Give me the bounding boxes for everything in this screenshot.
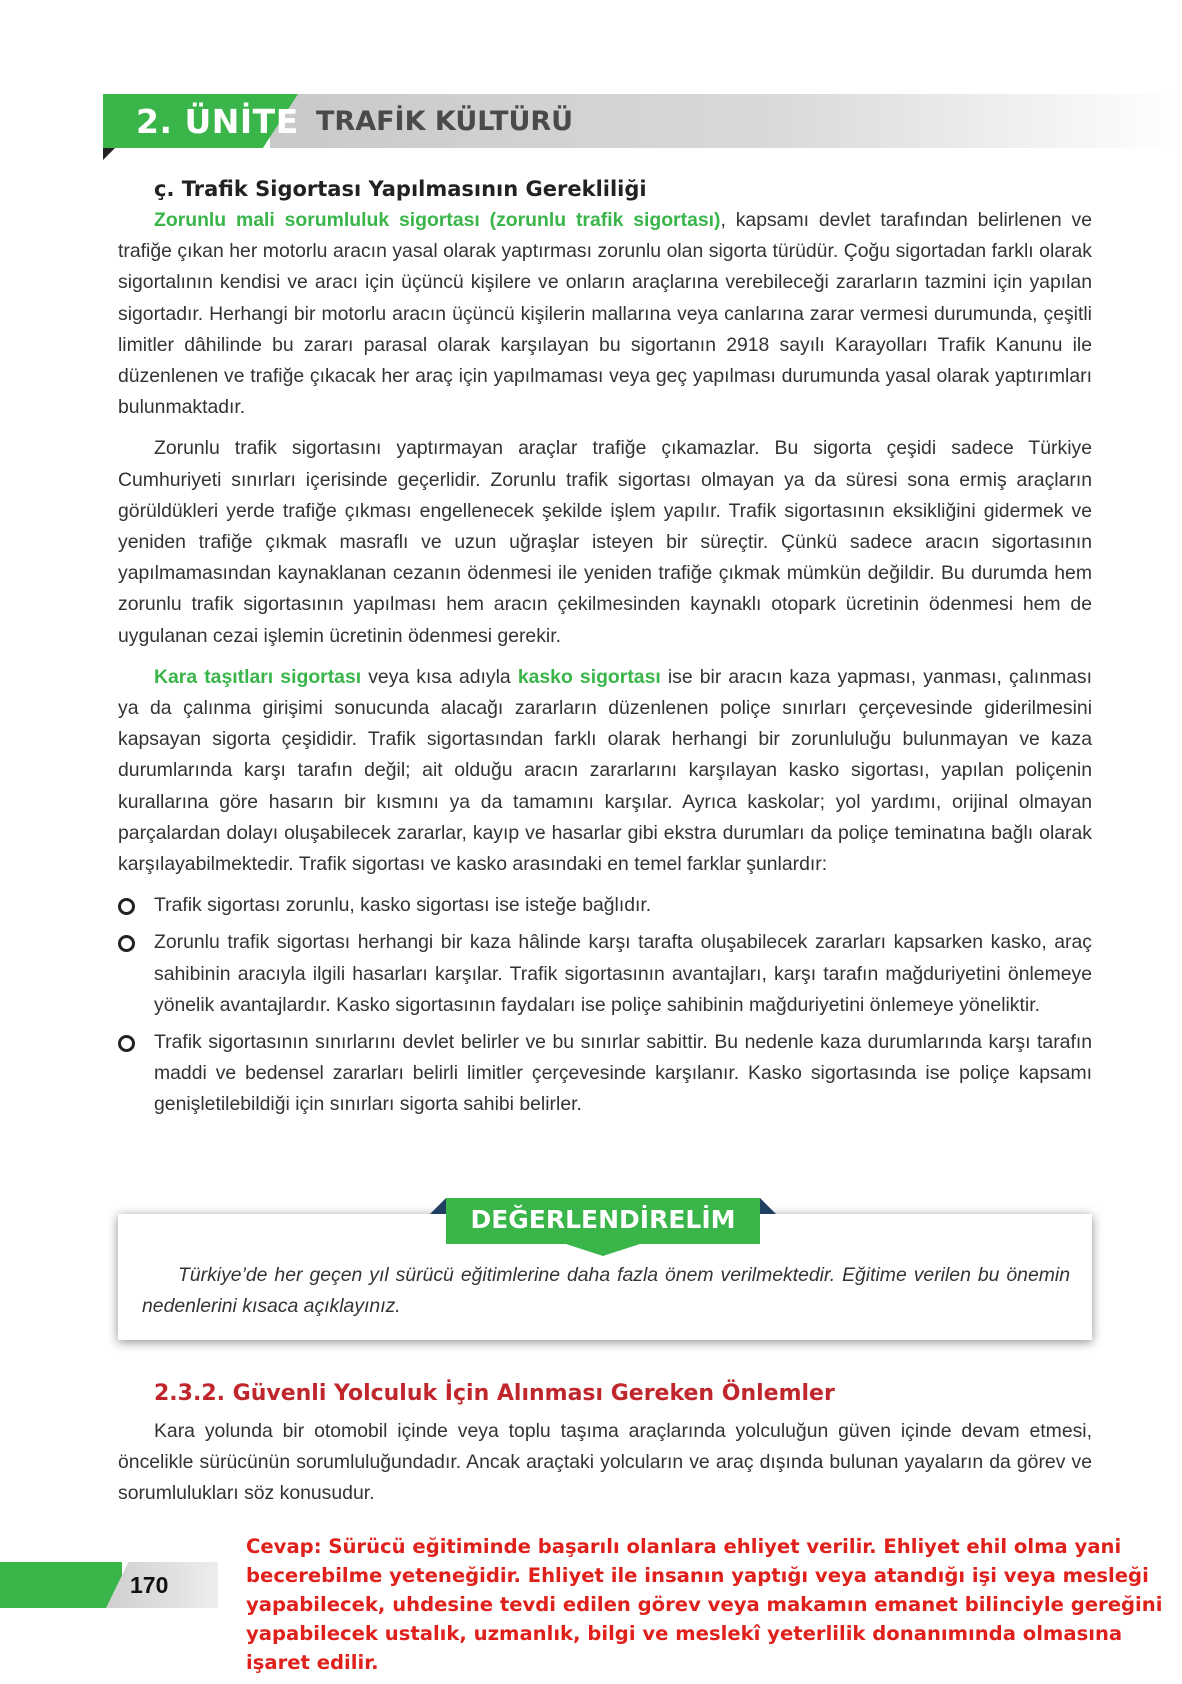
list-item: Trafik sigortası zorunlu, kasko sigortası ise isteğe bağlıdır.: [118, 890, 1092, 921]
section-body: [118, 1416, 1092, 1510]
answer-text: Cevap: Sürücü eğitiminde başarılı olanlara ehliyet verilir. Ehliyet ehil olma yani becerebilme yeteneğidir. Ehliyet ile insanın yaptığı veya atandığı işi veya mesleği yapabilecek, uhdesine tevdi edilen görev veya makamın emanet bilinciyle gereğini yapabilecek ustalık, uzmanlık, bilgi ve meslekî yeterlilik donanımında olmasına işaret edilir.: [246, 1535, 1163, 1674]
body-text: [118, 205, 1092, 1127]
term-highlight: Zorunlu mali sorumluluk sigortası (zorunlu trafik sigortası): [154, 209, 721, 231]
paragraph-1: Zorunlu mali sorumluluk sigortası (zorunlu trafik sigortası), kapsamı devlet tarafından belirlenen ve trafiğe çıkan her motorlu aracın yasal olarak yaptırması zorunlu olan sigorta türüdür. Çoğu sigortadan farklı olarak sigortalının kendisi ve aracı için üçüncü kişilere ve onların araçlarına verebileceği zararların tazmini için yapılan sigortadır. Herhangi bir motorlu aracın üçüncü kişilerin mallarına veya canlarına zarar vermesi durumunda, çeşitli limitler dâhilinde bu zararı parasal olarak karşılayan bu sigortanın 2918 sayılı Karayolları Trafik Kanunu ile düzenlenen ve trafiğe çıkacak her araç için yapılmaması veya geç yapılması durumunda yasal olarak yaptırımları bulunmaktadır.: [118, 209, 1092, 419]
header-corner: [103, 148, 115, 160]
evaluation-title: DEĞERLENDİRELİM: [446, 1198, 760, 1244]
bullet-circle-icon: [118, 935, 135, 952]
bullet-circle-icon: [118, 898, 135, 915]
page-number: 170: [130, 1572, 169, 1598]
paragraph-3: Kara taşıtları sigortası veya kısa adıyla kasko sigortası ise bir aracın kaza yapması, yanması, çalınması ya da çalınma girişimi sonucunda alacağı zararların düzenlenen poliçe sınırları çerçevesinde giderilmesini kapsayan sigorta çeşididir. Trafik sigortasından farklı olarak herhangi bir zorunluluğu bulunmayan ve kaza durumlarında karşı tarafın değil; ait olduğu aracın zararlarını karşılayan kasko sigortası, yapılan poliçenin kurallarına göre hasarın bir kısmını ya da tamamını karşılar. Ayrıca kaskolar; yol yardımı, orijinal olmayan parçalardan dolayı oluşabilecek zararlar, kayıp ve hasarlar gibi ekstra durumları da poliçe teminatına bağlı olarak karşılayabilmektedir. Trafik sigortası ve kasko arasındaki en temel farklar şunlardır:: [118, 665, 1092, 876]
term-highlight: kasko sigortası: [517, 665, 661, 688]
ribbon-fold-left: [430, 1198, 446, 1214]
unit-title: TRAFİK KÜLTÜRÜ: [316, 106, 574, 137]
footer-band: [0, 1562, 122, 1608]
section-heading: 2.3.2. Güvenli Yolculuk İçin Alınması Gereken Önlemler: [154, 1381, 835, 1406]
subheading: ç. Trafik Sigortası Yapılmasının Gerekliliği: [154, 177, 647, 201]
section-paragraph: Kara yolunda bir otomobil içinde veya toplu taşıma araçlarında yolculuğun güven içinde devam etmesi, öncelikle sürücünün sorumluluğundadır. Ancak araçtaki yolcuların ve araç dışında bulunan yayaların da görev ve sorumlulukları söz konusudur.: [118, 1420, 1092, 1505]
bullet-list: [118, 890, 1092, 1120]
bullet-circle-icon: [118, 1035, 135, 1052]
evaluation-question: Türkiye’de her geçen yıl sürücü eğitimlerine daha fazla önem verilmektedir. Eğitime verilen bu önemin nedenlerini kısaca açıklayınız.: [142, 1264, 1070, 1317]
paragraph-2: Zorunlu trafik sigortasını yaptırmayan araçlar trafiğe çıkamazlar. Bu sigorta çeşidi sadece Türkiye Cumhuriyeti sınırları içerisinde geçerlidir. Zorunlu trafik sigortası olmayan ya da süresi sona ermiş araçların görüldükleri yerde trafiğe çıkması engellenecek şekilde işlem yapılır. Trafik sigortasının eksikliğini gidermek ve yeniden trafiğe çıkmak masraflı ve uzun uğraşlar isteyen bir süreçtir. Çünkü sadece aracın sigortasının yapılmamasından kaynaklanan cezanın ödenmesi ile yeniden trafiğe çıkmak mümkün değildir. Bu durumda hem zorunlu trafik sigortasının yapılması hem aracın çekilmesinden kaynaklı otopark ücretinin ödenmesi hem de uygulanan cezai işlemin ücretinin ödenmesi gerekir.: [118, 437, 1092, 647]
ribbon-arrow: [566, 1244, 640, 1256]
unit-label: 2. ÜNİTE: [136, 102, 299, 141]
list-item: Trafik sigortasının sınırlarını devlet belirler ve bu sınırlar sabittir. Bu nedenle kaza durumlarında karşı tarafın maddi ve bedensel zararları belirli limitler çerçevesinde karşılanır. Kasko sigortasında ise poliçe kapsamı genişletilebildiği için sınırları sigorta sahibi belirler.: [118, 1027, 1092, 1121]
term-highlight: Kara taşıtları sigortası: [154, 665, 362, 688]
ribbon-fold-right: [760, 1198, 776, 1214]
list-item: Zorunlu trafik sigortası herhangi bir kaza hâlinde karşı tarafta oluşabilecek zararları kapsarken kasko, araç sahibinin aracıyla ilgili hasarları karşılar. Trafik sigortasının avantajları, karşı tarafın mağduriyetini önlemeye yönelik avantajlardır. Kasko sigortasının faydaları ise poliçe sahibinin mağduriyetini önlemeye yöneliktir.: [118, 927, 1092, 1021]
